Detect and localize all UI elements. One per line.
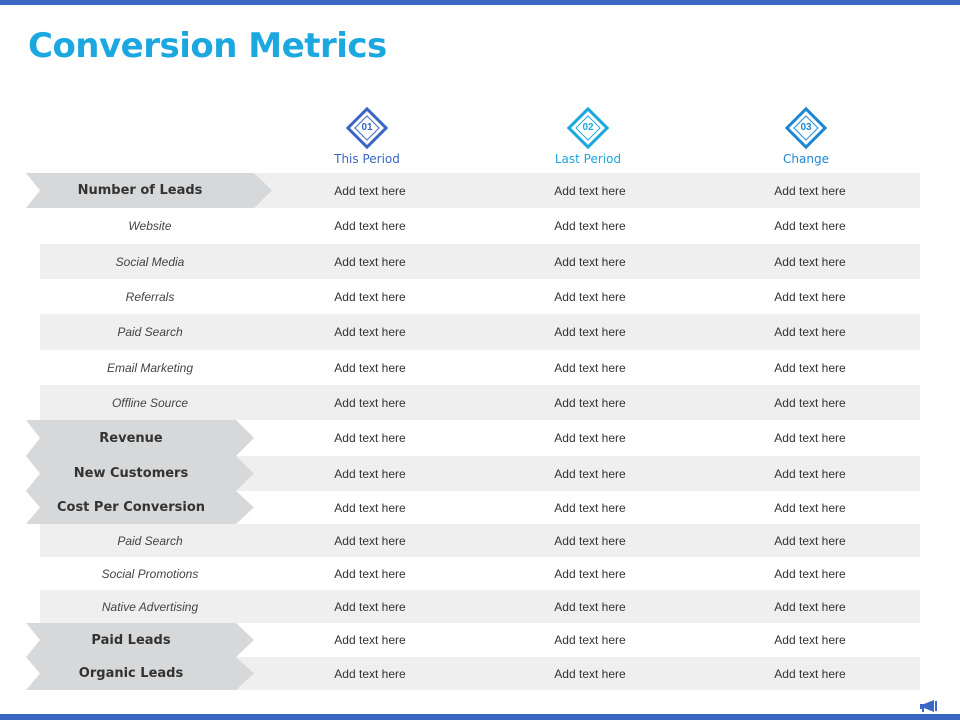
page-title: Conversion Metrics: [28, 26, 387, 66]
table-cell[interactable]: Add text here: [774, 599, 846, 614]
table-row: [0, 420, 960, 456]
category-label: New Customers: [73, 466, 189, 481]
table-cell[interactable]: Add text here: [334, 431, 406, 445]
table-cell[interactable]: Add text here: [334, 360, 406, 375]
table-cell[interactable]: Add text here: [774, 183, 846, 198]
table-cell[interactable]: Add text here: [774, 254, 846, 269]
table-cell[interactable]: Add text here: [554, 360, 626, 375]
column-header-last-period: [528, 106, 648, 166]
bottom-accent-bar: [0, 714, 960, 720]
table-cell[interactable]: Add text here: [334, 633, 406, 647]
subcategory-label: Website: [128, 219, 172, 233]
subcategory-label: Paid Search: [117, 533, 183, 548]
table-cell[interactable]: Add text here: [774, 533, 846, 548]
table-cell[interactable]: Add text here: [554, 666, 626, 681]
table-cell[interactable]: Add text here: [554, 431, 626, 445]
table-cell[interactable]: Add text here: [774, 666, 846, 681]
column-number: 03: [800, 122, 812, 133]
table-row: [0, 456, 960, 491]
table-row: [0, 557, 960, 590]
column-header-this-period: [307, 106, 427, 166]
table-cell[interactable]: Add text here: [554, 395, 626, 410]
table-row: [0, 491, 960, 524]
table-row: [0, 244, 960, 279]
diamond-badge-icon: [784, 106, 828, 150]
table-cell[interactable]: Add text here: [334, 183, 406, 198]
table-cell[interactable]: Add text here: [554, 466, 626, 481]
table-row: [0, 385, 960, 420]
table-cell[interactable]: Add text here: [554, 633, 626, 647]
table-cell[interactable]: Add text here: [554, 254, 626, 269]
subcategory-label: Email Marketing: [106, 360, 194, 375]
table-row: [0, 173, 960, 208]
category-label: Cost Per Conversion: [56, 500, 206, 515]
table-cell[interactable]: Add text here: [334, 254, 406, 269]
diamond-badge-icon: [566, 106, 610, 150]
table-row: [0, 314, 960, 350]
table-cell[interactable]: Add text here: [334, 466, 406, 481]
subcategory-label: Social Promotions: [101, 566, 199, 581]
table-cell[interactable]: Add text here: [334, 395, 406, 410]
subcategory-label: Social Media: [115, 254, 185, 269]
column-number: 01: [361, 122, 373, 133]
table-row: [0, 524, 960, 557]
table-cell[interactable]: Add text here: [334, 599, 406, 614]
column-header-change: [746, 106, 866, 166]
table-row: [0, 279, 960, 314]
table-row: [0, 208, 960, 244]
table-cell[interactable]: Add text here: [334, 566, 406, 581]
table-cell[interactable]: Add text here: [334, 325, 406, 339]
column-number: 02: [582, 122, 594, 133]
table-cell[interactable]: Add text here: [554, 325, 626, 339]
top-accent-bar: [0, 0, 960, 5]
subcategory-label: Paid Search: [117, 325, 183, 339]
subcategory-label: Native Advertising: [101, 599, 199, 614]
category-label: Organic Leads: [78, 666, 184, 681]
table-cell[interactable]: Add text here: [554, 289, 626, 304]
table-cell[interactable]: Add text here: [774, 633, 846, 647]
category-label: Number of Leads: [77, 183, 203, 198]
table-cell[interactable]: Add text here: [774, 395, 846, 410]
table-cell[interactable]: Add text here: [334, 289, 406, 304]
table-cell[interactable]: Add text here: [334, 219, 406, 233]
category-label: Paid Leads: [91, 632, 171, 648]
table-cell[interactable]: Add text here: [774, 500, 846, 515]
table-cell[interactable]: Add text here: [774, 325, 846, 339]
table-row: [0, 657, 960, 690]
category-label: Revenue: [99, 430, 163, 446]
column-label: Change: [783, 152, 829, 166]
table-cell[interactable]: Add text here: [774, 219, 846, 233]
table-cell[interactable]: Add text here: [554, 500, 626, 515]
column-label: This Period: [334, 152, 400, 166]
table-row: [0, 623, 960, 657]
table-row: [0, 590, 960, 623]
table-cell[interactable]: Add text here: [554, 533, 626, 548]
table-cell[interactable]: Add text here: [774, 360, 846, 375]
table-cell[interactable]: Add text here: [774, 289, 846, 304]
table-cell[interactable]: Add text here: [334, 500, 406, 515]
table-cell[interactable]: Add text here: [554, 183, 626, 198]
table-cell[interactable]: Add text here: [774, 466, 846, 481]
megaphone-icon: [920, 699, 940, 713]
table-row: [0, 350, 960, 385]
subcategory-label: Offline Source: [111, 395, 189, 410]
column-label: Last Period: [554, 152, 622, 166]
subcategory-label: Referrals: [125, 289, 175, 304]
table-cell[interactable]: Add text here: [554, 219, 626, 233]
table-cell[interactable]: Add text here: [334, 533, 406, 548]
diamond-badge-icon: [345, 106, 389, 150]
table-cell[interactable]: Add text here: [334, 666, 406, 681]
table-cell[interactable]: Add text here: [774, 566, 846, 581]
table-cell[interactable]: Add text here: [554, 599, 626, 614]
table-cell[interactable]: Add text here: [554, 566, 626, 581]
table-cell[interactable]: Add text here: [774, 431, 846, 445]
